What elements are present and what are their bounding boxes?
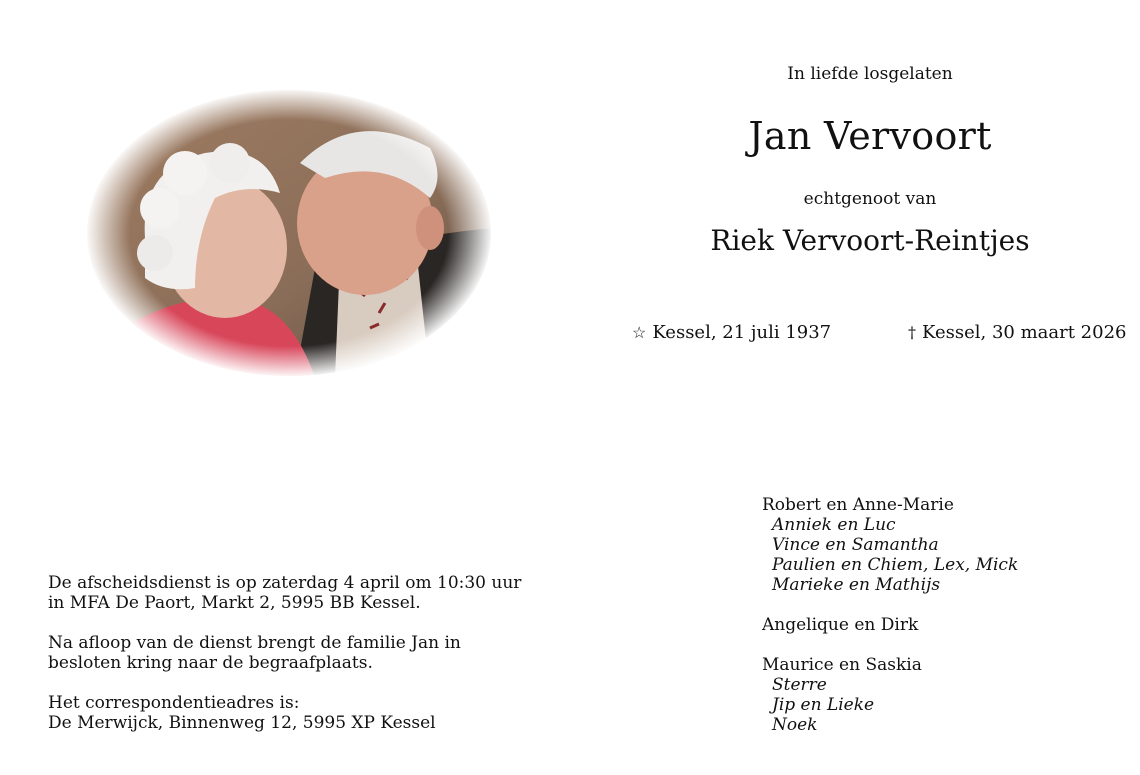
address-label: Het correspondentieadres is: bbox=[48, 693, 300, 713]
deceased-name: Jan Vervoort bbox=[748, 114, 992, 158]
service-line: in MFA De Paort, Markt 2, 5995 BB Kessel. bbox=[48, 593, 421, 613]
family-list bbox=[762, 495, 1018, 755]
service-info bbox=[48, 573, 568, 753]
family-group bbox=[762, 615, 1018, 635]
family-head: Angelique en Dirk bbox=[762, 615, 919, 635]
birth-text: Kessel, 21 juli 1937 bbox=[652, 322, 832, 343]
family-child: Sterre bbox=[772, 675, 827, 695]
family-head: Maurice en Saskia bbox=[762, 655, 922, 675]
family-child: Marieke en Mathijs bbox=[772, 575, 941, 595]
burial-line: Na afloop van de dienst brengt de familie Jan in bbox=[48, 633, 461, 653]
family-group bbox=[762, 495, 1018, 595]
family-child: Noek bbox=[772, 715, 818, 735]
service-paragraph bbox=[48, 573, 568, 613]
death-text: Kessel, 30 maart 2026 bbox=[922, 322, 1127, 343]
intro-text: In liefde losgelaten bbox=[787, 64, 953, 84]
cross-icon: † bbox=[908, 323, 916, 342]
family-group bbox=[762, 655, 1018, 735]
family-child: Vince en Samantha bbox=[772, 535, 939, 555]
service-line: De afscheidsdienst is op zaterdag 4 april om 10:30 uur bbox=[48, 573, 522, 593]
address-line: De Merwijck, Binnenweg 12, 5995 XP Kessel bbox=[48, 713, 436, 733]
memorial-photo bbox=[85, 88, 493, 378]
death-date bbox=[908, 322, 1126, 343]
spouse-label: echtgenoot van bbox=[803, 189, 937, 209]
family-child: Anniek en Luc bbox=[772, 515, 896, 535]
family-child: Paulien en Chiem, Lex, Mick bbox=[772, 555, 1019, 575]
couple-kissing-photo-icon bbox=[85, 88, 493, 378]
star-icon: ☆ bbox=[632, 323, 647, 342]
spouse-name: Riek Vervoort-Reintjes bbox=[710, 224, 1030, 257]
birth-date bbox=[632, 322, 831, 343]
family-head: Robert en Anne-Marie bbox=[762, 495, 954, 515]
burial-line: besloten kring naar de begraafplaats. bbox=[48, 653, 373, 673]
burial-paragraph bbox=[48, 633, 568, 673]
family-child: Jip en Lieke bbox=[772, 695, 875, 715]
address-paragraph bbox=[48, 693, 568, 733]
